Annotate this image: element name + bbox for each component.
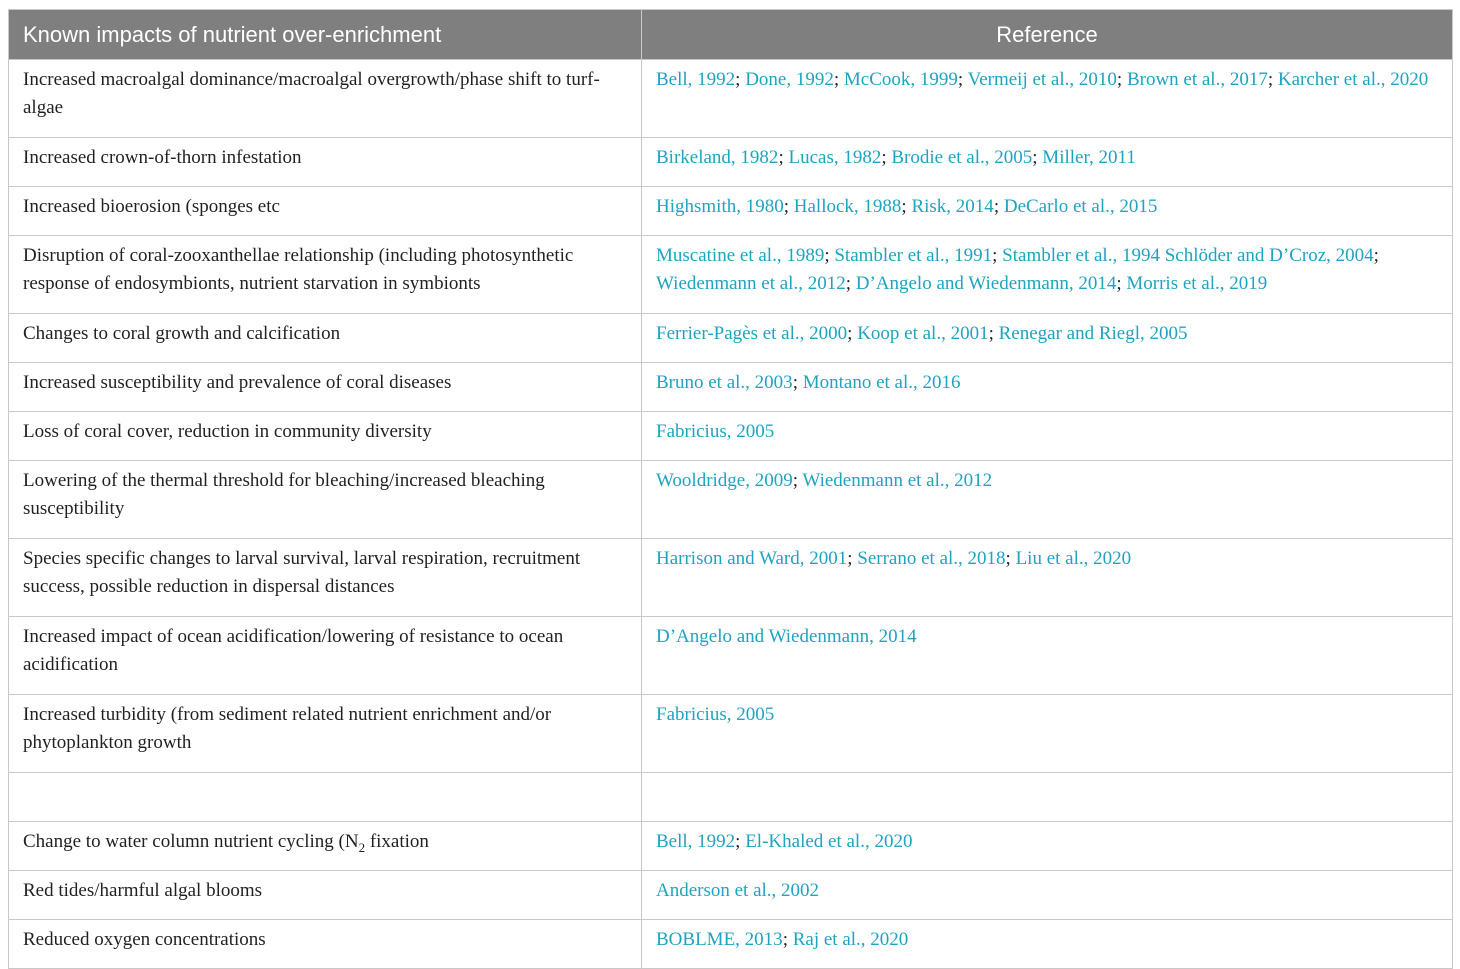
reference-link[interactable]: Miller, 2011 bbox=[1042, 147, 1136, 168]
impact-cell: Reduced oxygen concentrations bbox=[9, 920, 642, 969]
impact-cell: Red tides/harmful algal blooms bbox=[9, 871, 642, 920]
reference-link[interactable]: Vermeij et al., 2010 bbox=[967, 69, 1117, 90]
table-row bbox=[9, 617, 1453, 695]
table-row bbox=[9, 412, 1453, 461]
reference-cell: Bell, 1992; El-Khaled et al., 2020 bbox=[642, 822, 1453, 871]
table-row bbox=[9, 695, 1453, 773]
impact-cell-empty bbox=[9, 773, 642, 822]
reference-link[interactable]: Lucas, 1982 bbox=[788, 147, 882, 168]
table-row bbox=[9, 920, 1453, 969]
reference-link[interactable]: Koop et al., 2001 bbox=[857, 323, 989, 344]
impact-cell: Increased susceptibility and prevalence of coral diseases bbox=[9, 363, 642, 412]
impact-text-before-subscript: Change to water column nutrient cycling (N bbox=[23, 831, 359, 852]
table-row bbox=[9, 539, 1453, 617]
reference-link[interactable]: Anderson et al., 2002 bbox=[656, 880, 820, 901]
reference-cell bbox=[642, 617, 1453, 695]
impact-cell: Species specific changes to larval survival, larval respiration, recruitment success, possible reduction in dispersal distances bbox=[9, 539, 642, 617]
reference-link[interactable]: Karcher et al., 2020 bbox=[1277, 69, 1429, 90]
reference-link[interactable]: Raj et al., 2020 bbox=[792, 929, 909, 950]
reference-link[interactable]: Montano et al., 2016 bbox=[802, 372, 961, 393]
reference-cell bbox=[642, 871, 1453, 920]
reference-cell: Bell, 1992; Done, 1992; McCook, 1999; Vermeij et al., 2010; Brown et al., 2017; Karcher et al., 2020 bbox=[642, 60, 1453, 138]
impact-cell: Increased macroalgal dominance/macroalgal overgrowth/phase shift to turf-algae bbox=[9, 60, 642, 138]
reference-link[interactable]: Hallock, 1988 bbox=[793, 196, 902, 217]
impact-cell bbox=[9, 822, 642, 871]
reference-link[interactable]: DeCarlo et al., 2015 bbox=[1003, 196, 1158, 217]
reference-link[interactable]: McCook, 1999 bbox=[843, 69, 958, 90]
reference-link[interactable]: Wooldridge, 2009 bbox=[656, 470, 793, 491]
table-row-empty bbox=[9, 773, 1453, 822]
header-reference: Reference bbox=[642, 10, 1453, 60]
table-row bbox=[9, 871, 1453, 920]
impact-cell: Lowering of the thermal threshold for bleaching/increased bleaching susceptibility bbox=[9, 461, 642, 539]
reference-cell-empty bbox=[642, 773, 1453, 822]
reference-link[interactable]: Serrano et al., 2018 bbox=[857, 548, 1006, 569]
reference-link[interactable]: Bell, 1992 bbox=[656, 831, 736, 852]
reference-link[interactable]: Bell, 1992 bbox=[656, 69, 736, 90]
reference-cell bbox=[642, 695, 1453, 773]
reference-cell: Bruno et al., 2003; Montano et al., 2016 bbox=[642, 363, 1453, 412]
reference-cell: Birkeland, 1982; Lucas, 1982; Brodie et al., 2005; Miller, 2011 bbox=[642, 138, 1453, 187]
impact-cell: Loss of coral cover, reduction in community diversity bbox=[9, 412, 642, 461]
reference-cell: BOBLME, 2013; Raj et al., 2020 bbox=[642, 920, 1453, 969]
table-row bbox=[9, 60, 1453, 138]
reference-link[interactable]: El-Khaled et al., 2020 bbox=[745, 831, 913, 852]
reference-link[interactable]: BOBLME, 2013 bbox=[656, 929, 783, 950]
reference-link[interactable]: Wiedenmann et al., 2012 bbox=[656, 272, 846, 294]
reference-link[interactable]: D’Angelo and Wiedenmann, 2014 bbox=[855, 272, 1117, 294]
reference-link[interactable]: Highsmith, 1980 bbox=[656, 196, 784, 217]
impact-cell: Increased impact of ocean acidification/lowering of resistance to ocean acidification bbox=[9, 617, 642, 695]
header-impact: Known impacts of nutrient over-enrichment bbox=[9, 10, 642, 60]
reference-link[interactable]: Harrison and Ward, 2001 bbox=[656, 548, 848, 569]
reference-link[interactable]: Morris et al., 2019 bbox=[1126, 272, 1268, 294]
table-row bbox=[9, 138, 1453, 187]
reference-link[interactable]: Risk, 2014 bbox=[911, 196, 994, 217]
impact-subscript: 2 bbox=[358, 839, 366, 855]
reference-link[interactable]: Brown et al., 2017 bbox=[1126, 69, 1268, 90]
reference-link[interactable]: Brodie et al., 2005 bbox=[891, 147, 1033, 168]
table-row bbox=[9, 822, 1453, 871]
impact-cell: Increased crown-of-thorn infestation bbox=[9, 138, 642, 187]
reference-cell: Highsmith, 1980; Hallock, 1988; Risk, 2014; DeCarlo et al., 2015 bbox=[642, 187, 1453, 236]
reference-cell: Wooldridge, 2009; Wiedenmann et al., 2012 bbox=[642, 461, 1453, 539]
impact-cell: Changes to coral growth and calcification bbox=[9, 314, 642, 363]
impact-text-after-subscript: fixation bbox=[365, 831, 429, 852]
reference-link[interactable]: Liu et al., 2020 bbox=[1015, 548, 1132, 569]
impacts-table-container bbox=[8, 9, 1452, 969]
reference-cell: Harrison and Ward, 2001; Serrano et al., 2018; Liu et al., 2020 bbox=[642, 539, 1453, 617]
reference-link[interactable]: D’Angelo and Wiedenmann, 2014 bbox=[656, 626, 917, 647]
reference-link[interactable]: Wiedenmann et al., 2012 bbox=[802, 470, 993, 491]
table-row bbox=[9, 314, 1453, 363]
table-row bbox=[9, 187, 1453, 236]
reference-cell: Ferrier-Pagès et al., 2000; Koop et al., 2001; Renegar and Riegl, 2005 bbox=[642, 314, 1453, 363]
reference-link[interactable]: Bruno et al., 2003 bbox=[656, 372, 793, 393]
impacts-table bbox=[8, 9, 1453, 969]
reference-cell: Muscatine et al., 1989; Stambler et al., 1991; Stambler et al., 1994 Schlöder and D’Croz, 2004; Wiedenmann et al., 2012; D’Angelo and Wiedenmann, 2014; Morris et al., 2019 bbox=[642, 236, 1453, 314]
reference-link[interactable]: Birkeland, 1982 bbox=[656, 147, 779, 168]
reference-link[interactable]: Stambler et al., 1994 Schlöder and D’Croz, 2004 bbox=[1002, 245, 1374, 266]
reference-link[interactable]: Fabricius, 2005 bbox=[656, 421, 775, 442]
reference-link[interactable]: Renegar and Riegl, 2005 bbox=[998, 323, 1188, 344]
reference-cell bbox=[642, 412, 1453, 461]
reference-link[interactable]: Done, 1992 bbox=[745, 69, 834, 90]
impact-cell: Increased bioerosion (sponges etc bbox=[9, 187, 642, 236]
table-row bbox=[9, 461, 1453, 539]
reference-link[interactable]: Muscatine et al., 1989 bbox=[656, 245, 825, 266]
table-row bbox=[9, 363, 1453, 412]
reference-link[interactable]: Ferrier-Pagès et al., 2000 bbox=[656, 323, 848, 344]
impact-cell: Increased turbidity (from sediment related nutrient enrichment and/or phytoplankton growth bbox=[9, 695, 642, 773]
reference-link[interactable]: Stambler et al., 1991 bbox=[834, 245, 993, 266]
table-row bbox=[9, 236, 1453, 314]
table-header-row bbox=[9, 10, 1453, 60]
reference-link[interactable]: Fabricius, 2005 bbox=[656, 704, 775, 725]
impact-cell: Disruption of coral-zooxanthellae relationship (including photosynthetic response of endosymbionts, nutrient starvation in symbionts bbox=[9, 236, 642, 314]
